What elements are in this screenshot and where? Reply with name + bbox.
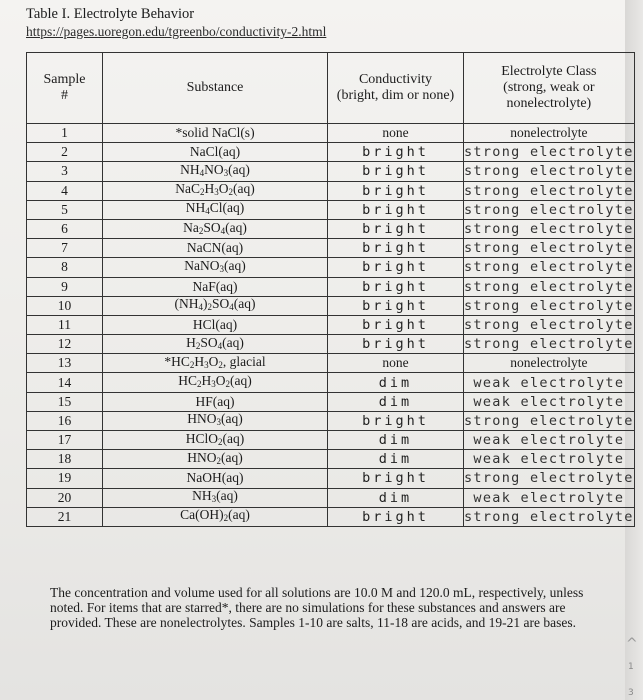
cell-sample-number: 2 [27,143,103,162]
cell-sample-number: 18 [27,450,103,469]
table-row [27,335,635,354]
table-row [27,124,635,143]
source-link[interactable]: https://pages.uoregon.edu/tgreenbo/conductivity-2.html [26,24,327,39]
chevron-up-icon[interactable]: ^ [626,636,638,652]
cell-substance: $NaC_2H_3O_2(aq)$ [103,181,328,200]
header-class [464,53,635,124]
cell-electrolyte-class: strong electrolyte [464,297,634,314]
cell-substance: HClO$_2$(aq) [103,431,328,450]
header-conductivity-line1: Conductivity [358,72,433,87]
table-row [27,507,635,526]
cell-conductivity: dim [328,450,464,469]
cell-conductivity: bright [328,258,464,277]
table-row [27,411,635,430]
cell-electrolyte-class: nonelectrolyte [464,354,635,373]
header-class-line3: nonelectrolyte) [506,96,592,111]
cell-conductivity: dim [328,373,464,392]
cell-electrolyte-class: weak electrolyte [464,450,635,469]
cell-conductivity: bright [328,296,464,315]
table-row [27,354,635,373]
table-row [27,469,635,488]
table-row [27,488,635,507]
cell-electrolyte-class: weak electrolyte [464,488,635,507]
cell-conductivity: bright [328,239,464,258]
cell-substance: HCl(aq) [103,315,328,334]
table-row [27,181,635,200]
cell-substance: $HNO_3(aq)$ [103,411,328,430]
cell-substance: NaCN(aq) [103,239,328,258]
cell-electrolyte-class: strong electrolyte [464,412,634,429]
table-notes: The concentration and volume used for all solutions are 10.0 M and 120.0 mL, respectively, unless noted. For items that are starred*, there are no simulations for these substances and answers are provided. These are nonelectrolytes. Samples 1-10 are salts, 11-18 are acids, and 19-21 are bases. [50,585,584,630]
cell-conductivity: bright [328,143,464,162]
cell-electrolyte-class: strong electrolyte [464,240,634,257]
cell-substance: $NH_3(aq)$ [103,488,328,507]
cell-conductivity: bright [328,335,464,354]
cell-sample-number: 8 [27,258,103,277]
cell-electrolyte-class: weak electrolyte [464,373,635,392]
page-total: 3 [628,688,634,698]
cell-substance: $(NH_4)_2SO_4(aq)$ [103,296,328,315]
cell-electrolyte-class: strong electrolyte [464,221,634,238]
table-body [27,124,635,527]
cell-electrolyte-class: strong electrolyte [464,163,634,180]
cell-electrolyte-class: weak electrolyte [464,431,635,450]
cell-conductivity: bright [328,507,464,526]
page-current: 1 [628,662,634,672]
cell-conductivity: bright [328,277,464,296]
table-row [27,450,635,469]
cell-sample-number: 17 [27,431,103,450]
cell-substance: $*HC_2H_3O_2$, glacial [103,354,328,373]
cell-electrolyte-class: strong electrolyte [464,470,634,487]
cell-sample-number: 14 [27,373,103,392]
table-row [27,296,635,315]
cell-sample-number: 19 [27,469,103,488]
cell-substance: NaCl(aq) [103,143,328,162]
cell-substance: NaOH(aq) [103,469,328,488]
table-row [27,392,635,411]
cell-electrolyte-class: strong electrolyte [464,182,634,199]
cell-sample-number: 10 [27,296,103,315]
cell-electrolyte-class: nonelectrolyte [464,124,635,143]
cell-conductivity: bright [328,200,464,219]
cell-sample-number: 12 [27,335,103,354]
cell-substance: $H_2SO_4(aq)$ [103,335,328,354]
header-sample-line1: Sample [43,72,86,87]
cell-sample-number: 11 [27,315,103,334]
cell-electrolyte-class: strong electrolyte [464,508,634,525]
cell-substance: $HNO_2(aq)$ [103,450,328,469]
header-sample-line2: # [61,88,68,103]
header-sample [27,53,103,124]
cell-electrolyte-class: strong electrolyte [464,259,634,276]
table-row [27,143,635,162]
cell-conductivity: bright [328,469,464,488]
cell-sample-number: 20 [27,488,103,507]
cell-conductivity: none [328,354,464,373]
cell-sample-number: 9 [27,277,103,296]
cell-sample-number: 16 [27,411,103,430]
cell-substance: $Na_2SO_4(aq)$ [103,219,328,238]
cell-sample-number: 4 [27,181,103,200]
cell-electrolyte-class: strong electrolyte [464,336,634,353]
table-row [27,200,635,219]
table-row [27,162,635,181]
cell-sample-number: 15 [27,392,103,411]
table-header-row [27,53,635,124]
cell-substance: $NH_4Cl(aq)$ [103,200,328,219]
cell-conductivity: dim [328,488,464,507]
table-row [27,315,635,334]
cell-substance: $HC_2H_3O_2(aq)$ [103,373,328,392]
table-row [27,373,635,392]
header-substance-label: Substance [186,80,244,95]
cell-electrolyte-class: strong electrolyte [464,316,634,333]
cell-sample-number: 3 [27,162,103,181]
table-caption: Table I. Electrolyte Behavior [26,6,195,22]
cell-substance: $Ca(OH)_2(aq)$ [103,507,328,526]
header-class-line1: Electrolyte Class [501,64,597,79]
cell-conductivity: bright [328,162,464,181]
cell-electrolyte-class: strong electrolyte [464,144,634,161]
table-row [27,431,635,450]
header-conductivity [328,53,464,124]
cell-conductivity: dim [328,431,464,450]
header-conductivity-line2: (bright, dim or none) [336,88,455,103]
table-row [27,258,635,277]
header-substance [103,53,328,124]
cell-conductivity: dim [328,392,464,411]
cell-sample-number: 21 [27,507,103,526]
cell-sample-number: 5 [27,200,103,219]
cell-conductivity: bright [328,219,464,238]
cell-conductivity: bright [328,411,464,430]
cell-substance: *solid NaCl(s) [103,124,328,143]
cell-electrolyte-class: weak electrolyte [464,392,635,411]
cell-substance: HF(aq) [103,392,328,411]
cell-substance: NaF(aq) [103,277,328,296]
electrolyte-table [26,52,635,527]
cell-sample-number: 13 [27,354,103,373]
header-class-line2: (strong, weak or [503,80,595,95]
table-row [27,239,635,258]
table-row [27,219,635,238]
table-row [27,277,635,296]
cell-electrolyte-class: strong electrolyte [464,201,634,218]
cell-sample-number: 6 [27,219,103,238]
cell-conductivity: bright [328,181,464,200]
cell-substance: $NH_4NO_3(aq)$ [103,162,328,181]
cell-substance: NaNO$_3$(aq) [103,258,328,277]
cell-electrolyte-class: strong electrolyte [464,278,634,295]
cell-conductivity: bright [328,315,464,334]
cell-sample-number: 1 [27,124,103,143]
cell-conductivity: none [328,124,464,143]
cell-sample-number: 7 [27,239,103,258]
